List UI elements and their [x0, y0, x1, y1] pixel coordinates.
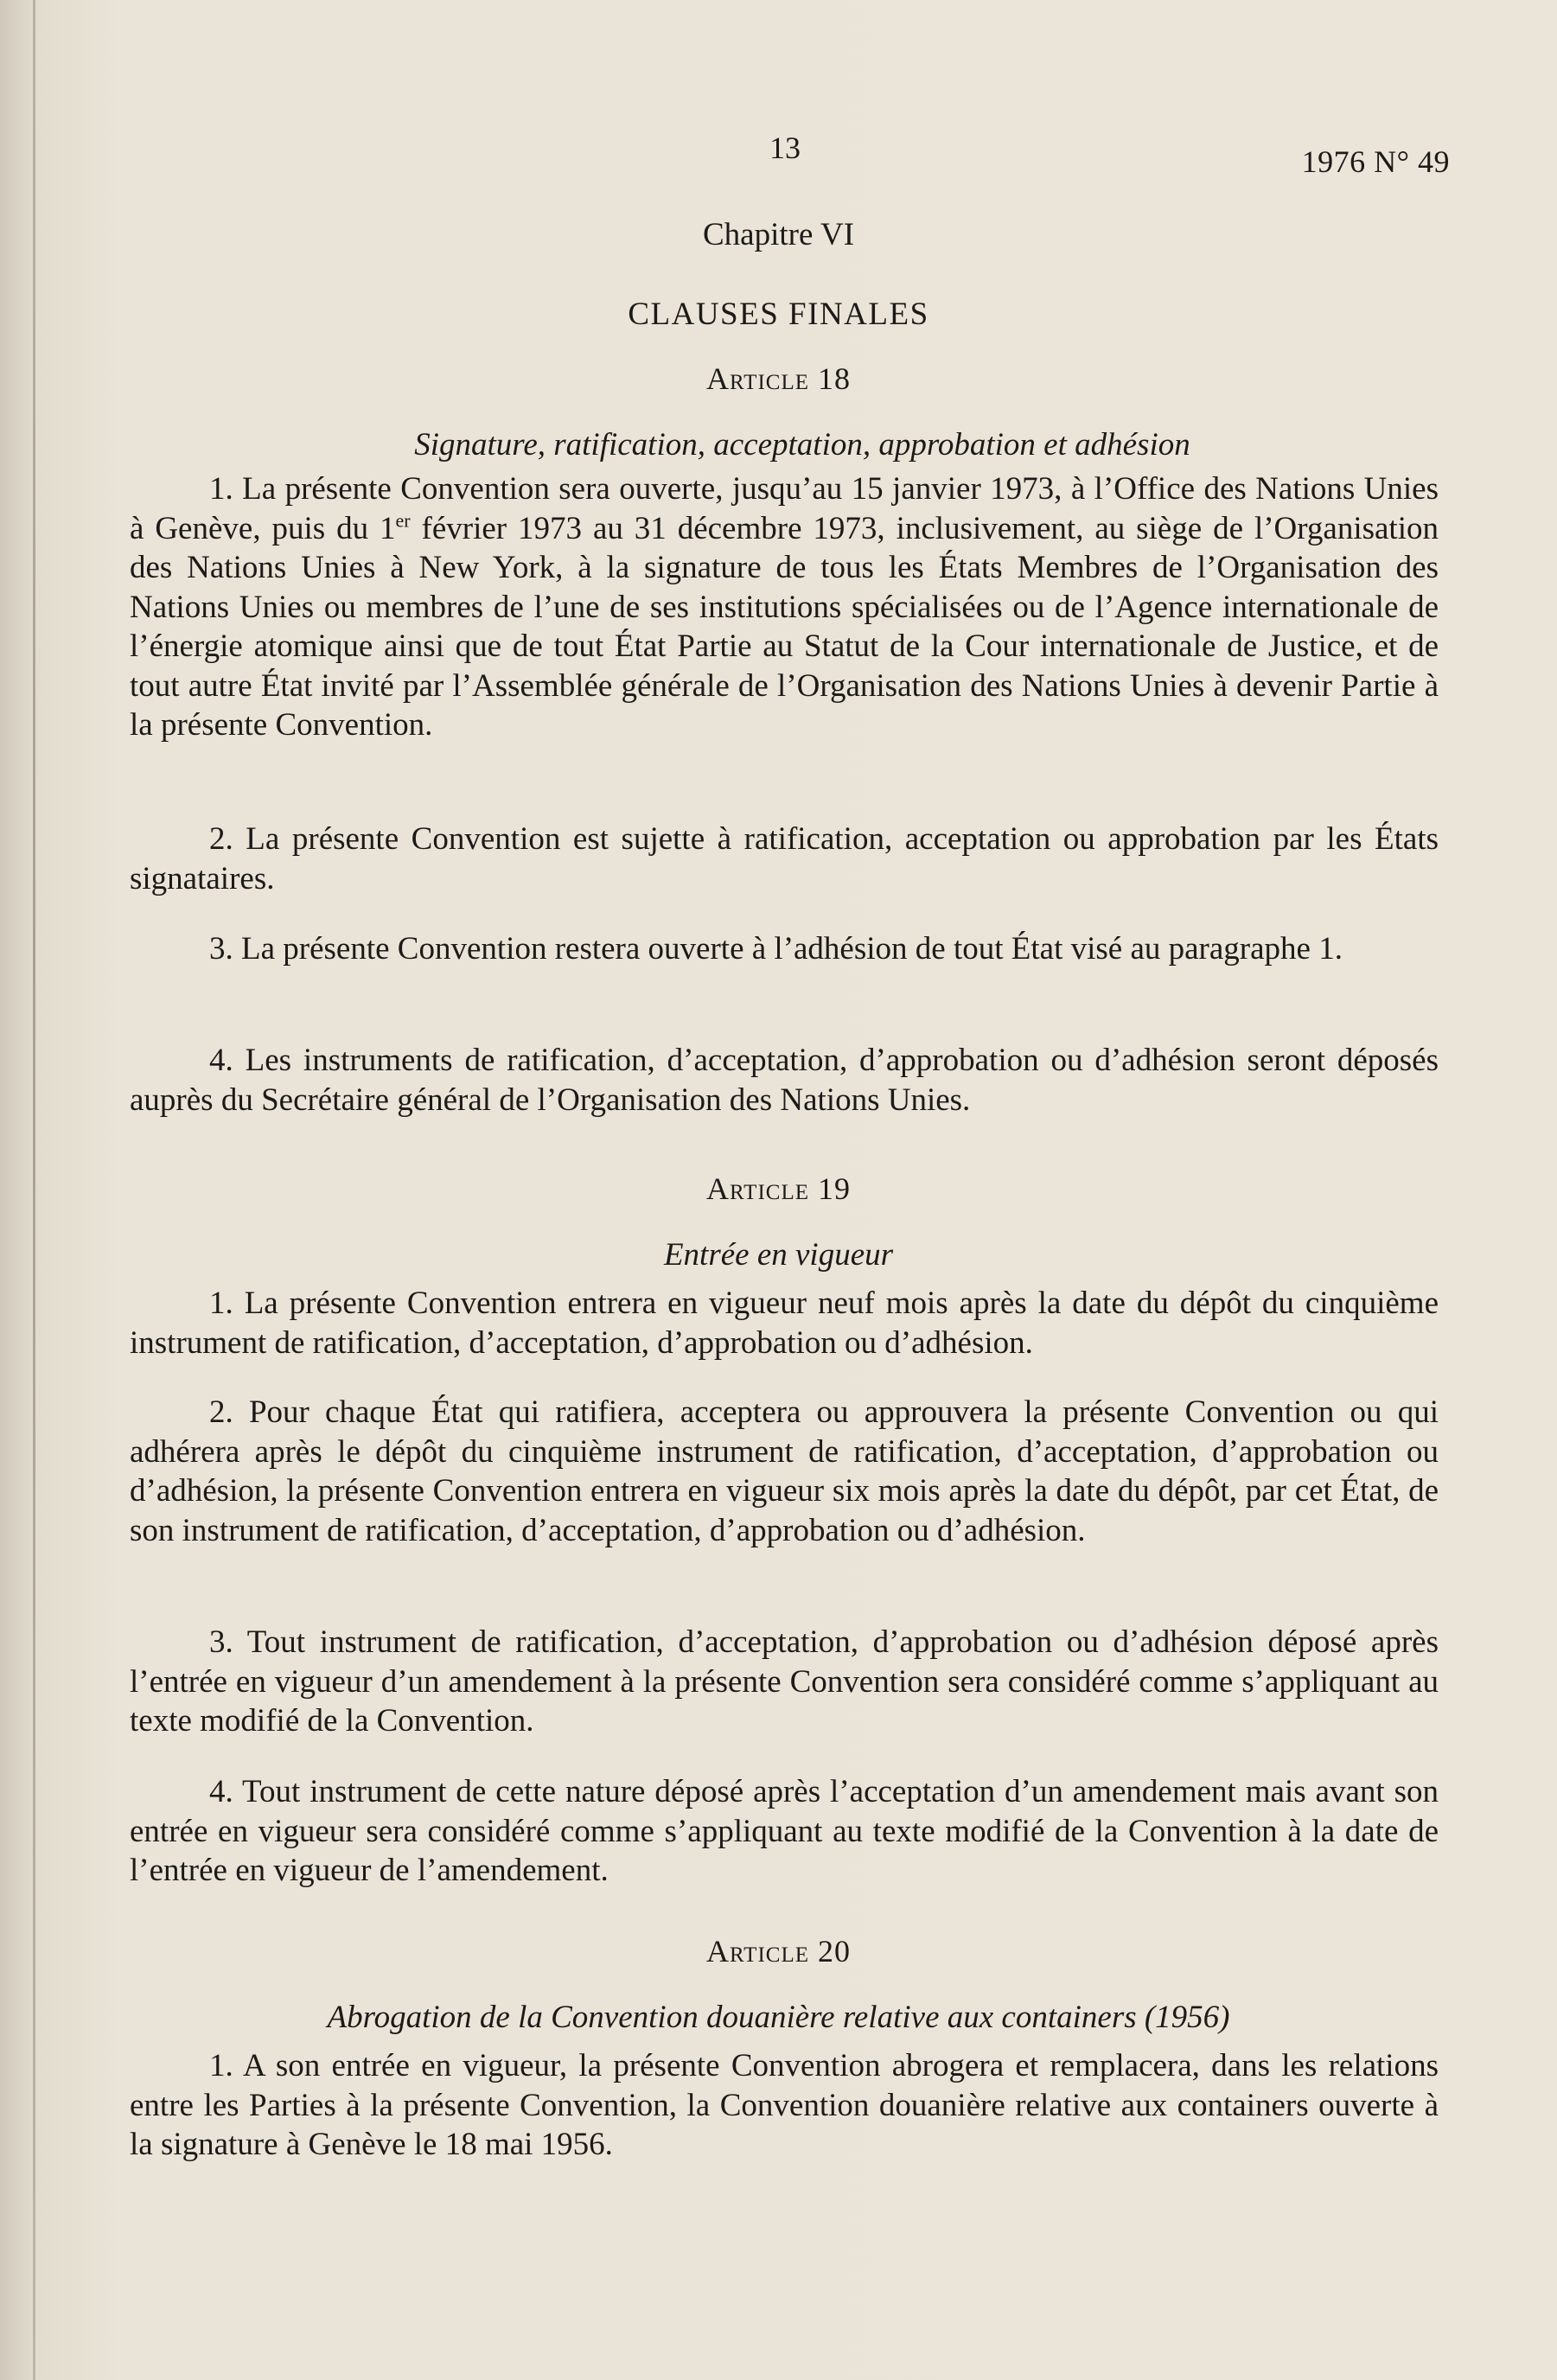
article-18-paragraph-4: 4. Les instruments de ratification, d’acceptation, d’approbation ou d’adhésion seront déposés auprès du Secrétaire général de l’Organisation des Nations Unies. — [130, 1043, 1439, 1118]
article-19-paragraph-1: 1. La présente Convention entrera en vigueur neuf mois après la date du dépôt du cinquième instrument de ratification, d’acceptation, d’approbation ou d’adhésion. — [130, 1286, 1439, 1361]
article-18-paragraph-2: 2. La présente Convention est sujette à ratification, acceptation ou approbation par les États signataires. — [130, 821, 1439, 896]
article-18-paragraph-1-superscript: er — [395, 509, 411, 532]
chapter-title: CLAUSES FINALES — [628, 297, 929, 332]
article-18-title: Signature, ratification, acceptation, approbation et adhésion — [414, 427, 1190, 463]
article-19-paragraph-2: 2. Pour chaque État qui ratifiera, acceptera ou approuvera la présente Convention ou qui adhérera après le dépôt du cinquième instrument de ratification, d’acceptation, d’approbation ou d’adhésion, la présente Convention entrera en vigueur six mois après la date du dépôt, par cet État, de son instrument de ratification, d’acceptation, d’approbation ou d’adhésion. — [130, 1394, 1439, 1548]
article-19-title: Entrée en vigueur — [663, 1237, 894, 1273]
page-number: 13 — [769, 131, 801, 165]
chapter-label: Chapitre VI — [702, 217, 855, 252]
article-20-title: Abrogation de la Convention douanière relative aux containers (1956) — [327, 2000, 1230, 2035]
article-18-paragraph-3: 3. La présente Convention restera ouverte à l’adhésion de tout État visé au paragraphe 1. — [209, 931, 1343, 967]
document-reference: 1976 N° 49 — [1301, 144, 1450, 179]
article-18-paragraph-1-text-b: février 1973 au 31 décembre 1973, inclusivement, au siège de l’Organisation des Nations Unies à New York, à la signature de tous les États Membres de l’Organisation des Nations Unies ou membres de l’une de ses institutions spécialisées ou de l’Agence internationale de l’énergie atomique ainsi que de tout État Partie au Statut de la Cour internationale de Justice, et de tout autre État invité par l’Assemblée générale de l’Organisation des Nations Unies à devenir Partie à la présente Convention. — [130, 510, 1439, 743]
article-20-paragraph-1: 1. A son entrée en vigueur, la présente Convention abrogera et remplacera, dans les relations entre les Parties à la présente Convention, la Convention douanière relative aux containers ouverte à la signature à Genève le 18 mai 1956. — [130, 2048, 1439, 2162]
article-19-paragraph-4: 4. Tout instrument de cette nature déposé après l’acceptation d’un amendement mais avant son entrée en vigueur sera considéré comme s’appliquant au texte modifié de la Convention à la date de l’entrée en vigueur de l’amendement. — [130, 1774, 1439, 1888]
article-18-heading: Article 18 — [706, 361, 851, 396]
article-19-paragraph-3: 3. Tout instrument de ratification, d’acceptation, d’approbation ou d’adhésion déposé après l’entrée en vigueur d’un amendement à la présente Convention sera considéré comme s’appliquant au texte modifié de la Convention. — [130, 1624, 1439, 1739]
article-18-paragraph-1 — [130, 469, 1439, 745]
article-20-heading: Article 20 — [706, 1934, 851, 1968]
article-18-paragraph-1-text-a: 1. La présente Convention sera ouverte, jusqu’au 15 janvier 1973, à l’Office des Nations Unies à Genève, puis du 1 — [130, 471, 1439, 546]
article-19-heading: Article 19 — [706, 1171, 851, 1206]
